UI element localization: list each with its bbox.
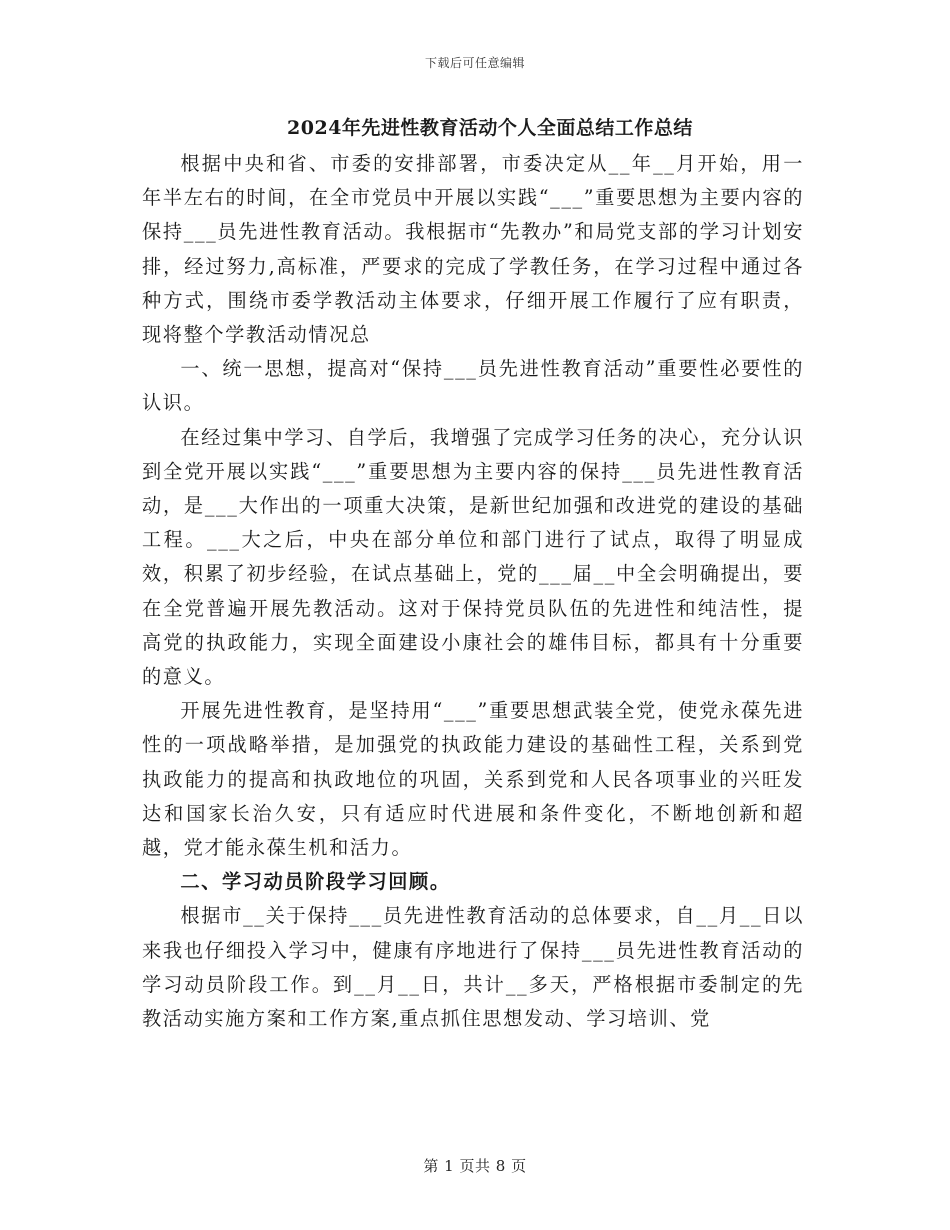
paragraph: 开展先进性教育，是坚持用“___”重要思想武装全党，使党永葆先进性的一项战略举措，是加强党的执政能力建设的基础性工程，关系到党执政能力的提高和执政地位的巩固，关系到党和人民各项事业的兴旺发达和国家长治久安，只有适应时代进展和条件变化，不断地创新和超越，党才能永葆生机和活力。 bbox=[142, 699, 804, 860]
section-heading-1: 一、统一思想，提高对“保持___员先进性教育活动”重要性必要性的认识。 bbox=[142, 357, 804, 415]
page-footer: 第 1 页共 8 页 bbox=[423, 1157, 527, 1175]
section-heading-2: 二、学习动员阶段学习回顾。 bbox=[180, 870, 451, 894]
document-title: 2024年先进性教育活动个人全面总结工作总结 bbox=[287, 117, 693, 139]
document-body bbox=[142, 147, 804, 1036]
paragraph-intro: 根据中央和省、市委的安排部署，市委决定从__年__月开始，用一年半左右的时间，在全市党员中开展以实践“___”重要思想为主要内容的保持___员先进性教育活动。我根据市“先教办”和局党支部的学习计划安排，经过努力,高标准，严要求的完成了学教任务，在学习过程中通过各种方式，围绕市委学教活动主体要求，仔细开展工作履行了应有职责，现将整个学教活动情况总 bbox=[142, 152, 804, 347]
paragraph: 根据市__关于保持___员先进性教育活动的总体要求，自__月__日以来我也仔细投入学习中，健康有序地进行了保持___员先进性教育活动的学习动员阶段工作。到__月__日，共计__多天，严格根据市委制定的先教活动实施方案和工作方案,重点抓住思想发动、学习培训、党 bbox=[142, 904, 804, 1031]
header-note: 下载后可任意编辑 bbox=[424, 56, 525, 70]
paragraph: 在经过集中学习、自学后，我增强了完成学习任务的决心，充分认识到全党开展以实践“___”重要思想为主要内容的保持___员先进性教育活动，是___大作出的一项重大决策，是新世纪加强和改进党的建设的基础工程。___大之后，中央在部分单位和部门进行了试点，取得了明显成效，积累了初步经验，在试点基础上，党的___届__中全会明确提出，要在全党普遍开展先教活动。这对于保持党员队伍的先进性和纯洁性，提高党的执政能力，实现全面建设小康社会的雄伟目标，都具有十分重要的意义。 bbox=[142, 425, 805, 689]
